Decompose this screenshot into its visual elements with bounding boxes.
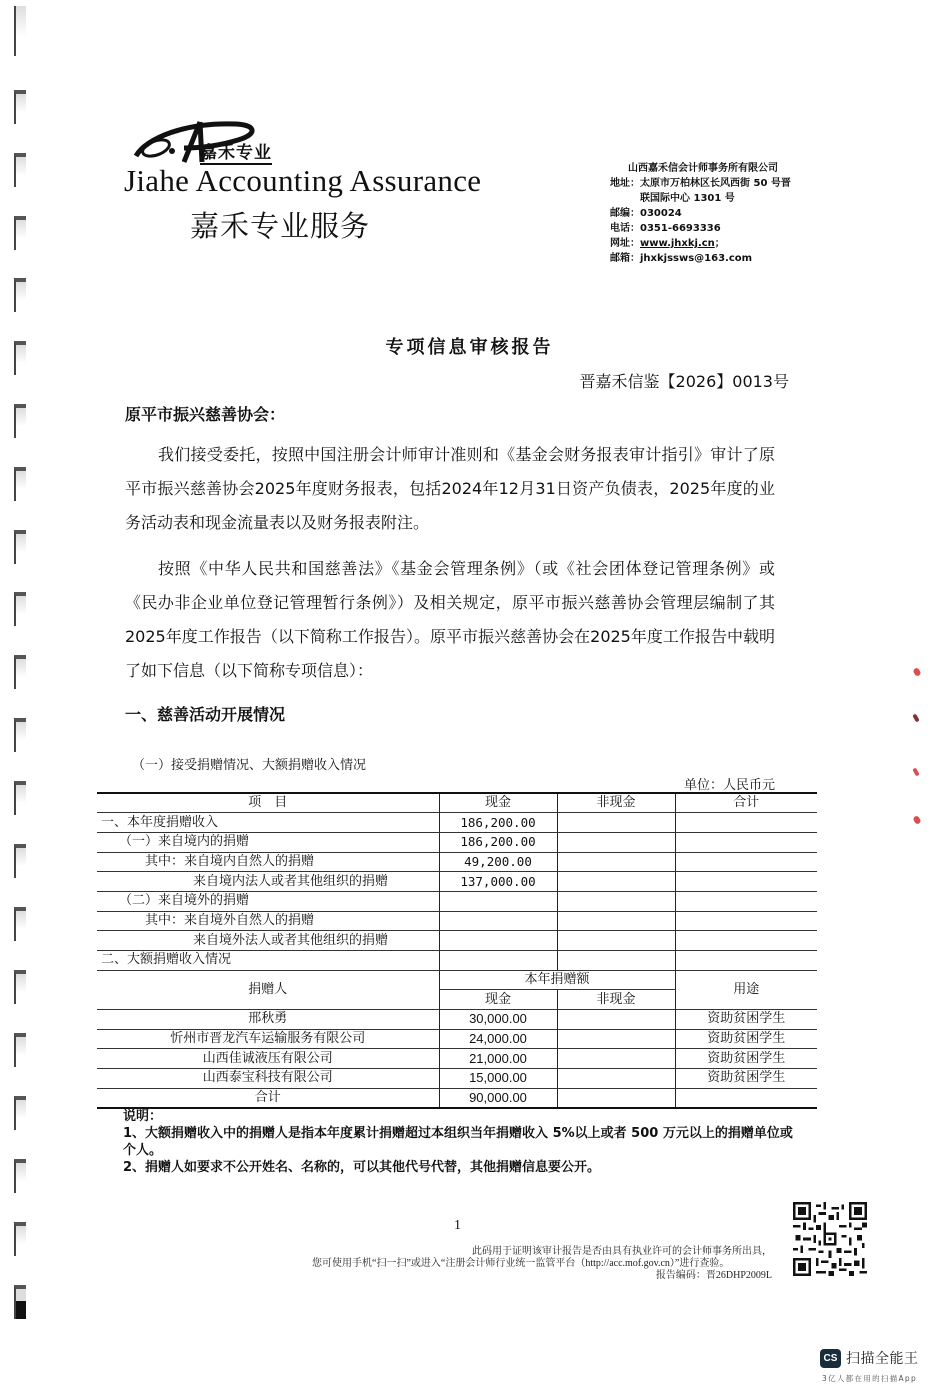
- note-2: 2、捐赠人如要求不公开姓名、名称的，可以其他代号代替，其他捐赠信息要公开。: [123, 1160, 601, 1175]
- binding-hole: [14, 718, 26, 752]
- logo-chinese-text: 嘉禾专业: [200, 138, 272, 165]
- donor-name: 山西佳诚液压有限公司: [97, 1049, 439, 1069]
- addressee: 原平市振兴慈善协会：: [125, 405, 286, 424]
- donation-table: [97, 792, 817, 1109]
- binding-hole: [14, 1285, 26, 1319]
- scanner-watermark: [820, 1348, 919, 1368]
- total-cash: 90,000.00: [439, 1088, 557, 1108]
- cash-cell: 49,200.00: [439, 852, 557, 872]
- table-row: [97, 891, 817, 911]
- header-item: 项 目: [97, 793, 439, 813]
- noncash-cell: [557, 911, 675, 931]
- table-row: [97, 872, 817, 892]
- total-noncash: [557, 1088, 675, 1108]
- table-row: [97, 951, 817, 971]
- total-cell: [675, 951, 817, 971]
- binding-hole: [14, 530, 26, 564]
- total-cell: [675, 872, 817, 892]
- table-row: [97, 832, 817, 852]
- cash-cell: 186,200.00: [439, 832, 557, 852]
- email-label: 邮箱：: [610, 253, 640, 264]
- cash-cell: [439, 891, 557, 911]
- noncash-cell: [557, 813, 675, 833]
- header-noncash: 非现金: [557, 990, 675, 1010]
- total-cell: [675, 911, 817, 931]
- noncash-cell: [557, 891, 675, 911]
- firm-contact-block: [610, 161, 791, 266]
- email-value: jhxkjssws@163.com: [640, 253, 753, 264]
- binding-hole: [14, 467, 26, 501]
- header-donor: 捐赠人: [97, 970, 439, 1009]
- binding-hole: [14, 592, 26, 626]
- camscanner-logo-icon: CS: [820, 1349, 841, 1368]
- donor-purpose: 资助贫困学生: [675, 1029, 817, 1049]
- noncash-cell: [557, 951, 675, 971]
- binding-hole: [14, 1033, 26, 1067]
- table-row: [97, 852, 817, 872]
- verify-line-1: 此码用于证明该审计报告是否由具有执业许可的会计师事务所出具，: [472, 1246, 772, 1257]
- address-line1: 太原市万柏林区长风西街 50 号晋: [640, 178, 791, 189]
- cash-cell: 137,000.00: [439, 872, 557, 892]
- total-cell: [675, 891, 817, 911]
- page-number: 1: [454, 1218, 461, 1233]
- report-code: 报告编码：晋26DHP2009L: [655, 1270, 772, 1281]
- binding-hole: [14, 655, 26, 689]
- donor-cash: 30,000.00: [439, 1010, 557, 1030]
- donor-name: 邢秋勇: [97, 1010, 439, 1030]
- donor-purpose: 资助贫困学生: [675, 1049, 817, 1069]
- qr-code-icon[interactable]: [793, 1202, 867, 1276]
- binding-hole: [14, 1096, 26, 1130]
- total-cell: [675, 931, 817, 951]
- table-row: [97, 813, 817, 833]
- notes-block: [123, 1108, 803, 1176]
- note-1: 1、大额捐赠收入中的捐赠人是指本年度累计捐赠超过本组织当年捐赠收入 5%以上或者 500 万元以上的捐赠单位或个人。: [123, 1126, 793, 1158]
- paragraph-engagement: 我们接受委托，按照中国注册会计师审计准则和《基金会财务报表审计指引》审计了原平市振兴慈善协会2025年度财务报表，包括2024年12月31日资产负债表，2025年度的业务活动表和现金流量表以及财务报表附注。: [125, 445, 775, 532]
- binding-hole: [14, 907, 26, 941]
- phone-value: 0351-6693336: [640, 223, 721, 234]
- postcode-value: 030024: [640, 208, 682, 219]
- donor-cash: 21,000.00: [439, 1049, 557, 1069]
- header-purpose: 用途: [675, 970, 817, 1009]
- document-number: 晋嘉禾信鉴【2026】0013号: [579, 372, 789, 391]
- seal-fragment: [912, 714, 919, 723]
- row-label: 其中：来自境内自然人的捐赠: [97, 852, 439, 872]
- noncash-cell: [557, 832, 675, 852]
- verify-line-2: 您可使用手机“扫一扫”或进入“注册会计师行业统一监管平台（http://acc.mof.gov.cn）”进行查验。: [312, 1258, 730, 1269]
- binding-hole: [14, 1222, 26, 1256]
- subsection-heading: （一）接受捐赠情况、大额捐赠收入情况: [132, 758, 367, 773]
- donor-row: [97, 1049, 817, 1069]
- header-cash: 现金: [439, 793, 557, 813]
- cash-cell: 186,200.00: [439, 813, 557, 833]
- row-label: 来自境外法人或者其他组织的捐赠: [97, 931, 439, 951]
- donor-purpose: 资助贫困学生: [675, 1010, 817, 1030]
- seal-fragment: [912, 768, 919, 777]
- binding-hole: [14, 6, 26, 56]
- donor-name: 山西泰宝科技有限公司: [97, 1069, 439, 1089]
- cash-cell: [439, 951, 557, 971]
- header-noncash: 非现金: [557, 793, 675, 813]
- donor-row: [97, 1010, 817, 1030]
- notes-heading: 说明：: [123, 1109, 163, 1124]
- row-label: 一、本年度捐赠收入: [97, 813, 439, 833]
- large-donation-header-row: [97, 970, 817, 990]
- donor-cash: 24,000.00: [439, 1029, 557, 1049]
- seal-fragment: [912, 815, 921, 825]
- table-header-row: [97, 793, 817, 813]
- row-label: 来自境内法人或者其他组织的捐赠: [97, 872, 439, 892]
- donor-noncash: [557, 1049, 675, 1069]
- total-cell: [675, 852, 817, 872]
- noncash-cell: [557, 872, 675, 892]
- postcode-label: 邮编：: [610, 208, 640, 219]
- total-row: [97, 1088, 817, 1108]
- noncash-cell: [557, 931, 675, 951]
- donor-row: [97, 1029, 817, 1049]
- binding-hole: [14, 970, 26, 1004]
- cash-cell: [439, 931, 557, 951]
- binding-hole: [14, 1159, 26, 1193]
- binding-hole: [14, 216, 26, 250]
- table-row: [97, 911, 817, 931]
- binding-hole: [14, 844, 26, 878]
- binding-hole: [14, 278, 26, 312]
- currency-unit-label: 单位：人民币元: [684, 778, 776, 793]
- address-label: 地址：: [610, 178, 640, 189]
- firm-name-english: Jiahe Accounting Assurance: [124, 163, 482, 198]
- header-total: 合计: [675, 793, 817, 813]
- donor-noncash: [557, 1069, 675, 1089]
- donor-cash: 15,000.00: [439, 1069, 557, 1089]
- firm-name-chinese: 嘉禾专业服务: [190, 209, 371, 243]
- contact-firm-name: 山西嘉禾信会计师事务所有限公司: [628, 163, 778, 174]
- row-label: 其中：来自境外自然人的捐赠: [97, 911, 439, 931]
- row-label: （一）来自境内的捐赠: [97, 832, 439, 852]
- seal-fragment: [912, 667, 921, 677]
- donor-noncash: [557, 1010, 675, 1030]
- website-label: 网址：: [610, 238, 640, 249]
- donor-purpose: 资助贫困学生: [675, 1069, 817, 1089]
- donor-noncash: [557, 1029, 675, 1049]
- phone-label: 电话：: [610, 223, 640, 234]
- total-purpose: [675, 1088, 817, 1108]
- verification-text: [312, 1246, 772, 1282]
- total-label: 合计: [97, 1088, 439, 1108]
- header-amount-group: 本年捐赠额: [439, 970, 675, 990]
- section-heading: 一、慈善活动开展情况: [125, 705, 286, 724]
- row-label: （二）来自境外的捐赠: [97, 891, 439, 911]
- binding-hole: [14, 153, 26, 187]
- total-cell: [675, 813, 817, 833]
- binding-hole: [14, 781, 26, 815]
- noncash-cell: [557, 852, 675, 872]
- donor-name: 忻州市晋龙汽车运输服务有限公司: [97, 1029, 439, 1049]
- address-line2: 联国际中心 1301 号: [640, 193, 735, 204]
- scanner-app-name: 扫描全能王: [846, 1351, 919, 1367]
- report-title: 专项信息审核报告: [385, 337, 554, 358]
- table-row: [97, 931, 817, 951]
- total-cell: [675, 832, 817, 852]
- scanner-tagline: 3亿人都在用的扫描App: [822, 1374, 918, 1383]
- header-cash: 现金: [439, 990, 557, 1010]
- binding-hole: [14, 404, 26, 438]
- row-label: 二、大额捐赠收入情况: [97, 951, 439, 971]
- paragraph-basis: 按照《中华人民共和国慈善法》《基金会管理条例》（或《社会团体登记管理条例》或《民办非企业单位登记管理暂行条例》）及相关规定，原平市振兴慈善协会管理层编制了其2025年度工作报告（以下简称工作报告）。原平市振兴慈善协会在2025年度工作报告中载明了如下信息（以下简称专项信息）：: [125, 559, 775, 680]
- cash-cell: [439, 911, 557, 931]
- donor-row: [97, 1069, 817, 1089]
- website-link[interactable]: www.jhxkj.cn: [640, 238, 715, 249]
- binding-hole: [14, 90, 26, 124]
- website-suffix: ；: [714, 238, 725, 249]
